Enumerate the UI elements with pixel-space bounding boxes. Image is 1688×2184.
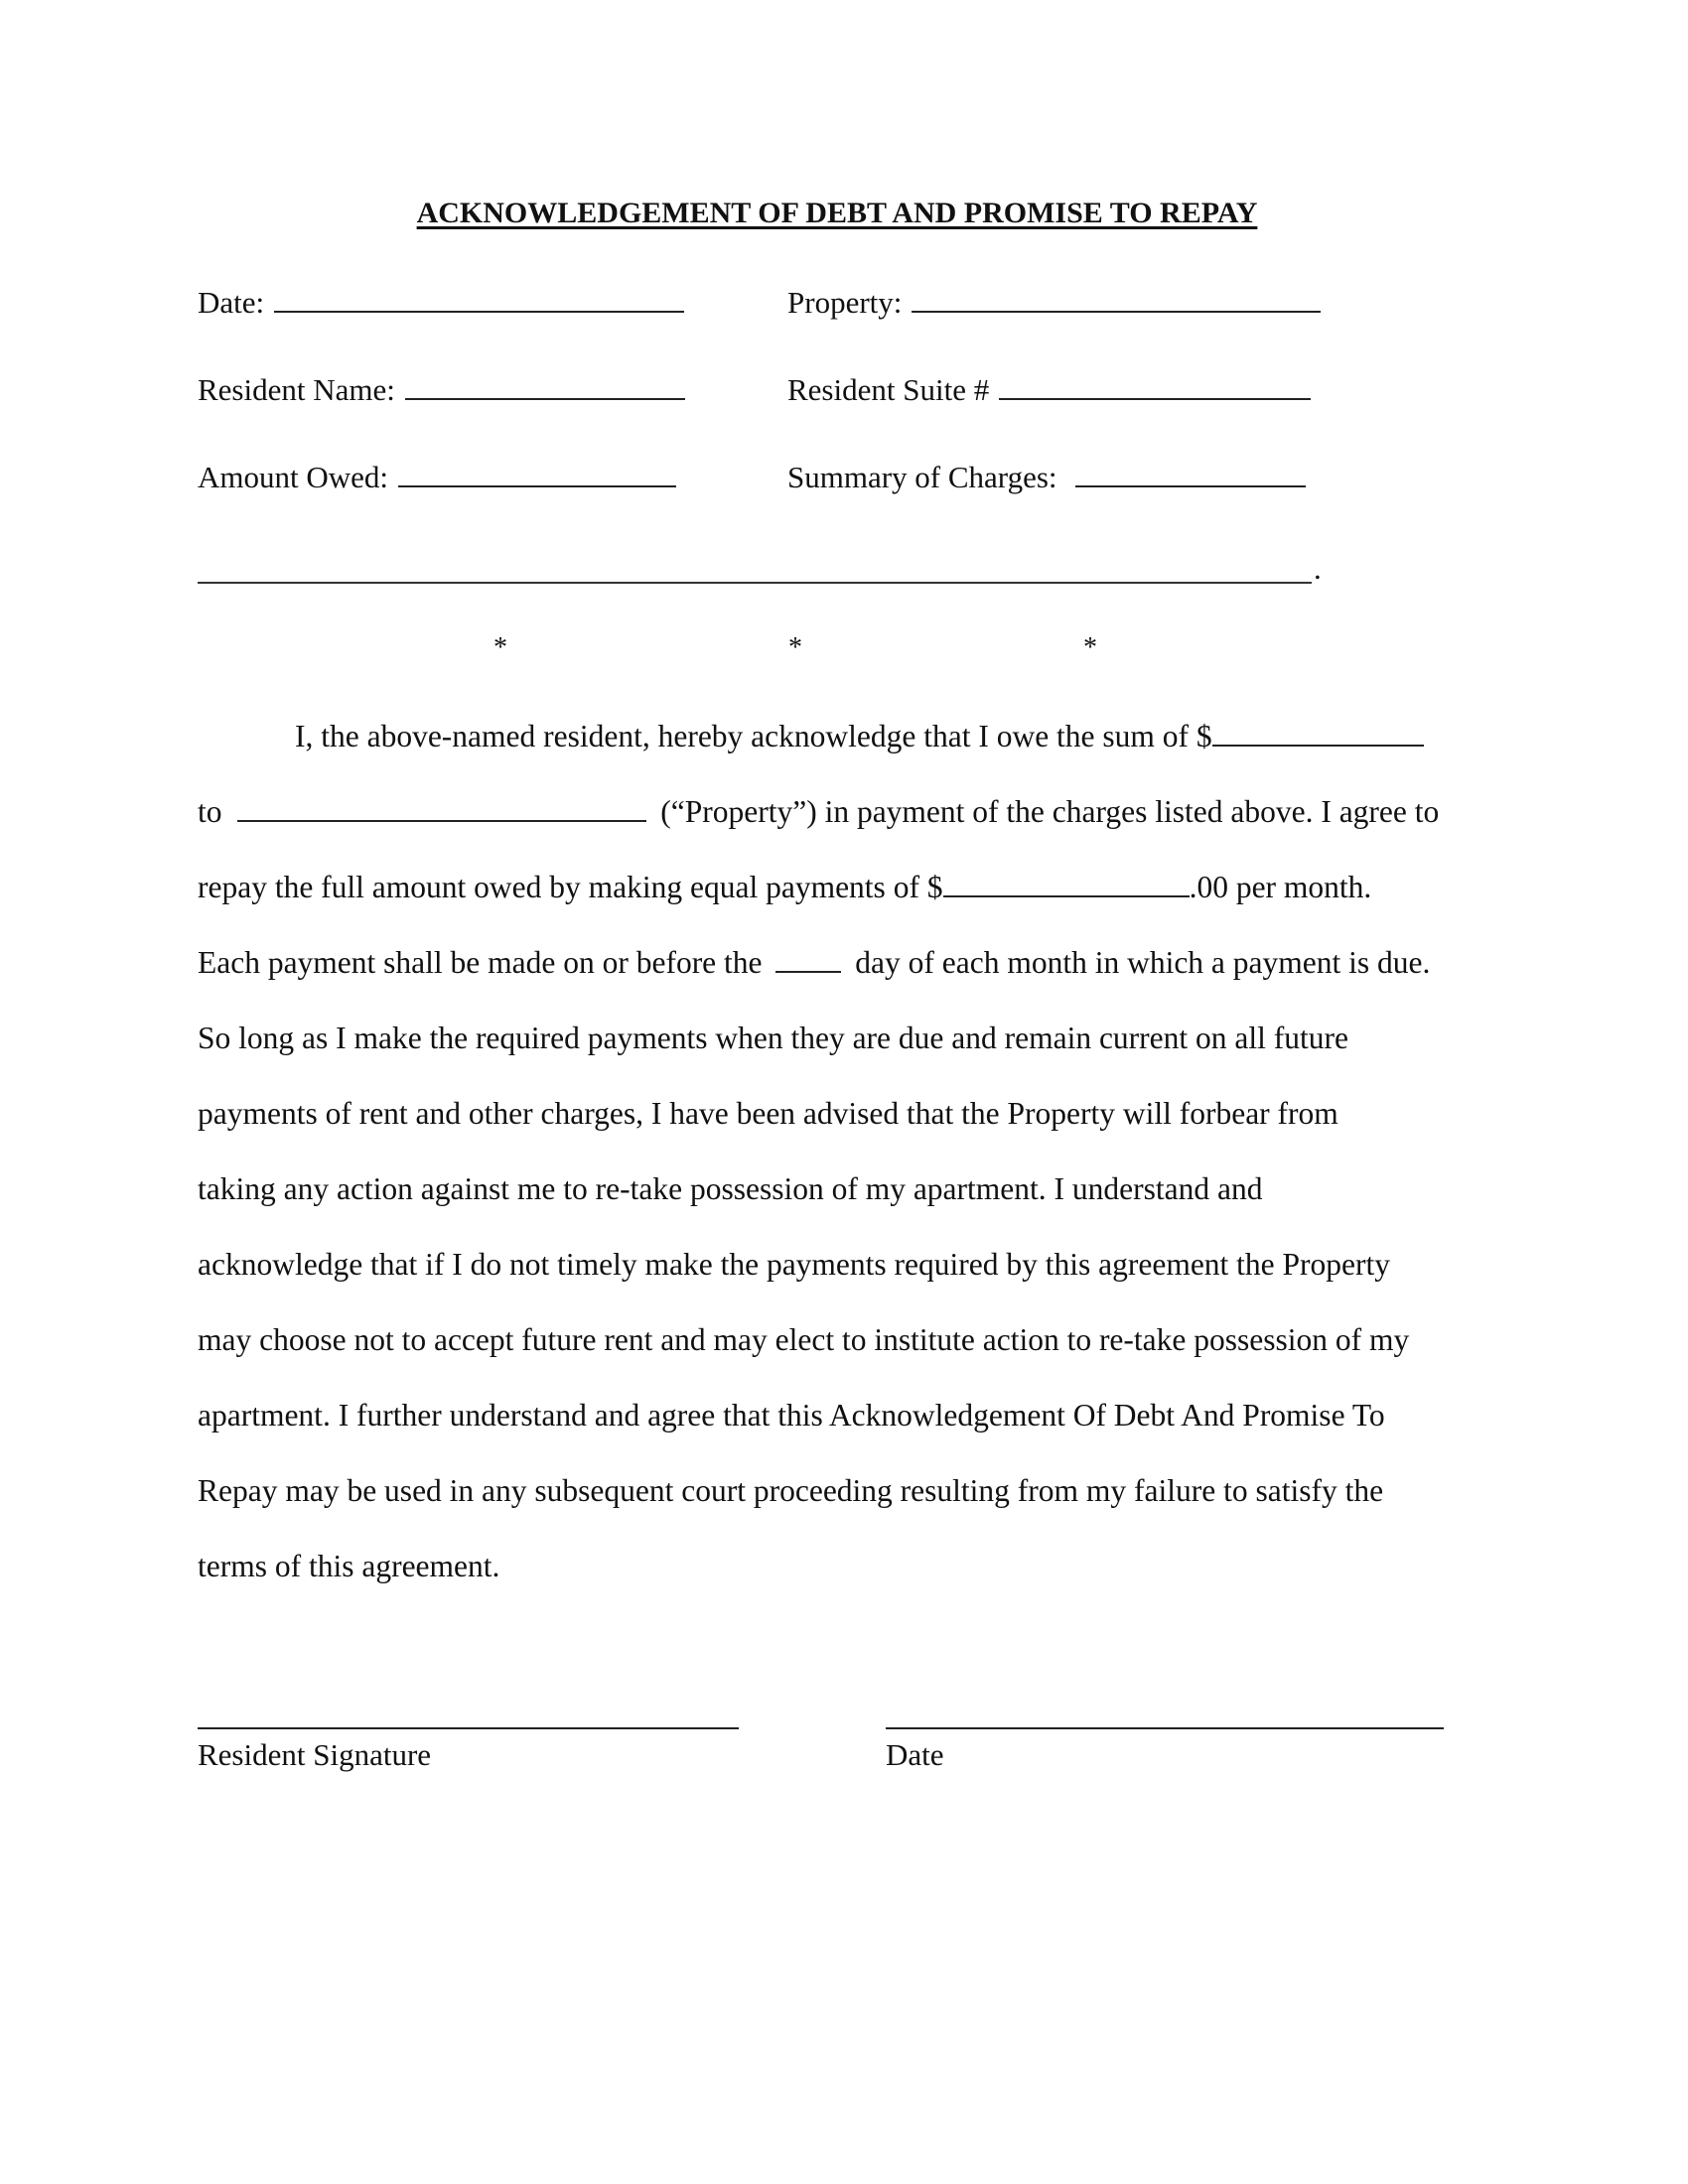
separator-asterisk: *	[1083, 632, 1097, 663]
body-line-12: terms of this agreement.	[198, 1549, 500, 1583]
resident-name-label: Resident Name:	[198, 372, 395, 407]
summary-of-charges-blank[interactable]	[1075, 456, 1306, 487]
resident-name-field-row	[198, 368, 685, 410]
document-title: ACKNOWLEDGEMENT OF DEBT AND PROMISE TO REPAY	[416, 197, 1258, 229]
sum-owed-blank[interactable]	[1212, 717, 1424, 747]
summary-of-charges-label: Summary of Charges:	[787, 460, 1057, 494]
body-line-3	[198, 868, 1371, 907]
signature-date-line[interactable]	[886, 1727, 1444, 1729]
body-line-9: may choose not to accept future rent and may elect to institute action to re-take possession of my	[198, 1322, 1410, 1357]
body-line-11: Repay may be used in any subsequent court proceeding resulting from my failure to satisfy the	[198, 1473, 1384, 1508]
resident-suite-label: Resident Suite #	[787, 372, 990, 407]
amount-owed-blank[interactable]	[398, 456, 676, 487]
body-line-10: apartment. I further understand and agree that this Acknowledgement Of Debt And Promise To	[198, 1398, 1385, 1433]
body-line-5: So long as I make the required payments when they are due and remain current on all future	[198, 1021, 1348, 1055]
monthly-payment-blank[interactable]	[943, 868, 1190, 897]
body-line-3-pre: repay the full amount owed by making equal payments of $	[198, 870, 943, 904]
property-name-blank[interactable]	[237, 792, 646, 822]
summary-of-charges-field-row	[787, 456, 1306, 497]
body-line-1-text: I, the above-named resident, hereby acknowledge that I owe the sum of $	[295, 719, 1212, 753]
body-line-7: taking any action against me to re-take possession of my apartment. I understand and	[198, 1171, 1263, 1206]
amount-owed-field-row	[198, 456, 676, 497]
summary-end-period: .	[1314, 551, 1322, 586]
separator-asterisk: *	[493, 632, 507, 663]
resident-signature-line[interactable]	[198, 1727, 739, 1729]
separator-asterisk: *	[788, 632, 802, 663]
date-field-row	[198, 281, 684, 323]
property-field-row	[787, 281, 1321, 323]
summary-continuation-blank[interactable]	[198, 582, 1312, 584]
property-blank[interactable]	[912, 281, 1321, 313]
signature-date-label: Date	[886, 1737, 944, 1772]
body-line-8: acknowledge that if I do not timely make the payments required by this agreement the Property	[198, 1247, 1391, 1282]
date-label: Date:	[198, 285, 265, 320]
resident-suite-field-row	[787, 368, 1311, 410]
property-label: Property:	[787, 285, 903, 320]
body-line-6: payments of rent and other charges, I have been advised that the Property will forbear from	[198, 1096, 1338, 1131]
body-line-1	[295, 717, 1424, 756]
resident-name-blank[interactable]	[405, 368, 685, 400]
amount-owed-label: Amount Owed:	[198, 460, 389, 494]
body-line-4-post: day of each month in which a payment is due.	[855, 945, 1431, 980]
body-line-2	[198, 792, 1439, 832]
body-line-2-post: (“Property”) in payment of the charges listed above. I agree to	[660, 794, 1440, 829]
body-line-4-pre: Each payment shall be made on or before the	[198, 945, 763, 980]
resident-signature-label: Resident Signature	[198, 1737, 432, 1772]
body-line-3-post: .00 per month.	[1189, 870, 1372, 904]
date-blank[interactable]	[274, 281, 684, 313]
payment-day-blank[interactable]	[775, 943, 841, 973]
body-line-4	[198, 943, 1430, 983]
resident-suite-blank[interactable]	[999, 368, 1311, 400]
body-line-2-pre: to	[198, 794, 222, 829]
